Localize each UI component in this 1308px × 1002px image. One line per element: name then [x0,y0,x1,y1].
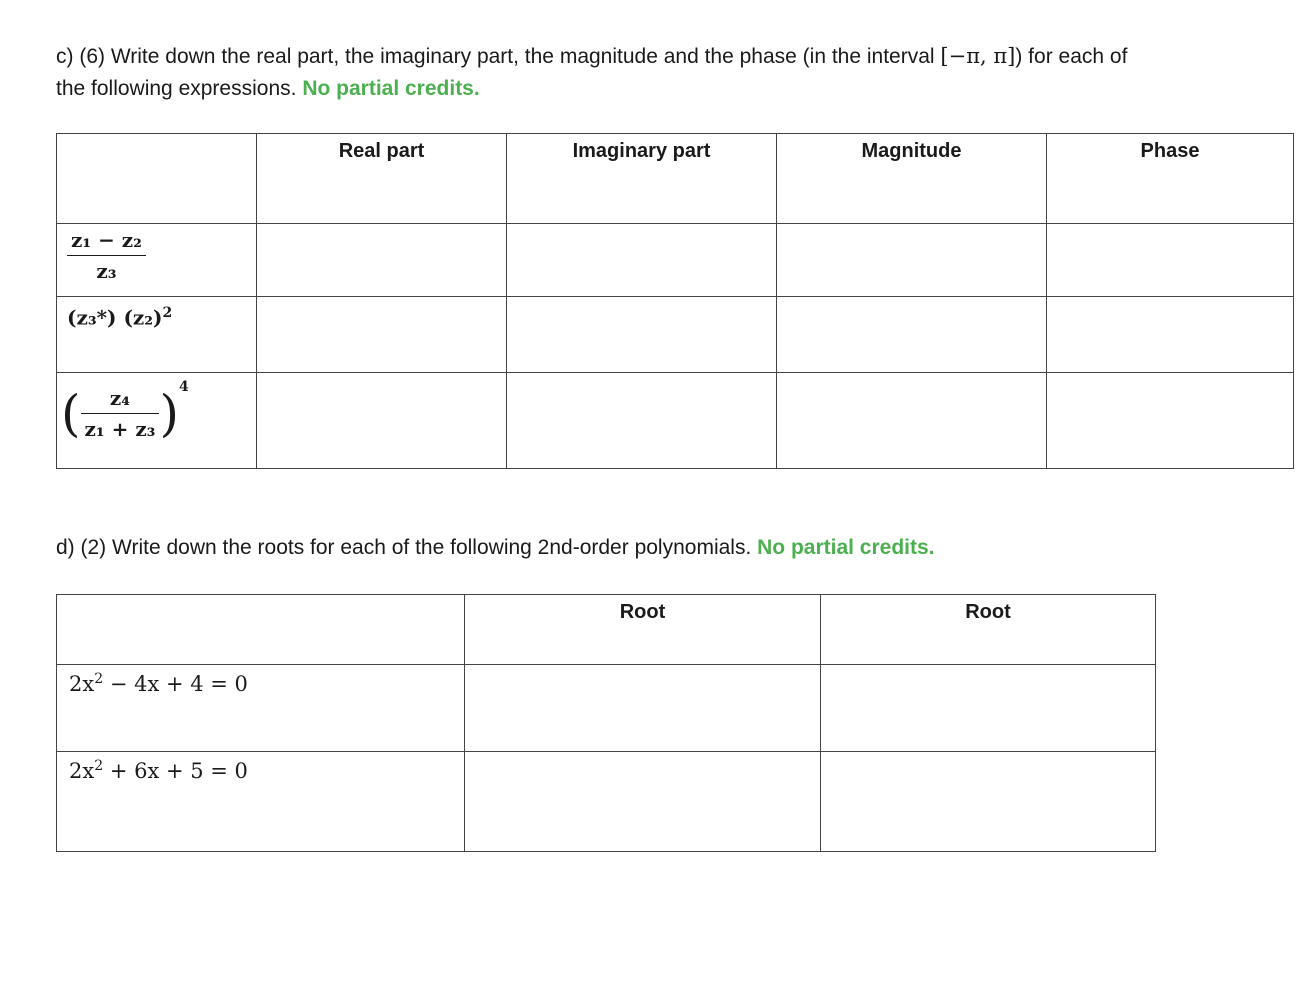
answer-cell[interactable] [257,297,507,373]
no-partial-credit-note-d: No partial credits. [757,536,935,559]
answer-cell[interactable] [507,297,777,373]
header-empty-cell [57,134,257,224]
answer-cell[interactable] [821,665,1156,752]
answer-cell[interactable] [465,752,821,852]
answer-cell[interactable] [777,297,1047,373]
complex-expressions-table [56,133,1294,469]
no-partial-credit-note: No partial credits. [302,77,480,100]
header-root-2: Root [821,595,1156,665]
header-root-1: Root [465,595,821,665]
answer-cell[interactable] [1047,224,1294,297]
expression-z3conj-z2sq: (z₃*) $(z_2)^2$ [67,305,173,330]
answer-cell[interactable] [777,373,1047,469]
table-row [57,224,1294,297]
part-d-text: d) (2) Write down the roots for each of the following 2nd-order polynomials. [56,536,758,559]
answer-cell[interactable] [1047,297,1294,373]
polynomial-roots-table [56,594,1156,852]
header-real-part: Real part [257,134,507,224]
expression-cell-1 [57,224,257,297]
part-c-line1-end: ) for each of [1015,45,1128,68]
table-row [57,297,1294,373]
phase-interval: [−π, π] [940,44,1016,68]
table-row [57,373,1294,469]
answer-cell[interactable] [507,373,777,469]
fraction-z1-minus-z2-over-z3: $\frac{\text{z₁ − z₂}}{\text{z₃}}$ [67,228,146,283]
answer-cell[interactable] [1047,373,1294,469]
expression-cell-3 [57,373,257,469]
table-row [57,752,1156,852]
header-empty-cell [57,595,465,665]
table-row [57,665,1156,752]
expression-cell-2 [57,297,257,373]
polynomial-2: $2x^2 + 6x + 5 = 0$ [57,752,465,852]
part-c-line1: c) (6) Write down the real part, the imaginary part, the magnitude and the phase (in the interval [56,45,941,68]
polynomial-1: $2x^2 - 4x + 4 = 0$ [57,665,465,752]
answer-cell[interactable] [465,665,821,752]
header-imaginary-part: Imaginary part [507,134,777,224]
answer-cell[interactable] [257,224,507,297]
answer-cell[interactable] [507,224,777,297]
part-d-instructions [56,532,935,564]
part-c-instructions [56,40,1127,105]
header-magnitude: Magnitude [777,134,1047,224]
expression-z4-over-sum-power4: ( $\frac{\text{z₄}}{\text{z₁ + z₃}}$ )$^4$ [61,379,189,443]
table-header-row [57,134,1294,224]
answer-cell[interactable] [821,752,1156,852]
part-c-line2: the following expressions. [56,77,303,100]
header-phase: Phase [1047,134,1294,224]
answer-cell[interactable] [777,224,1047,297]
answer-cell[interactable] [257,373,507,469]
table-header-row [57,595,1156,665]
